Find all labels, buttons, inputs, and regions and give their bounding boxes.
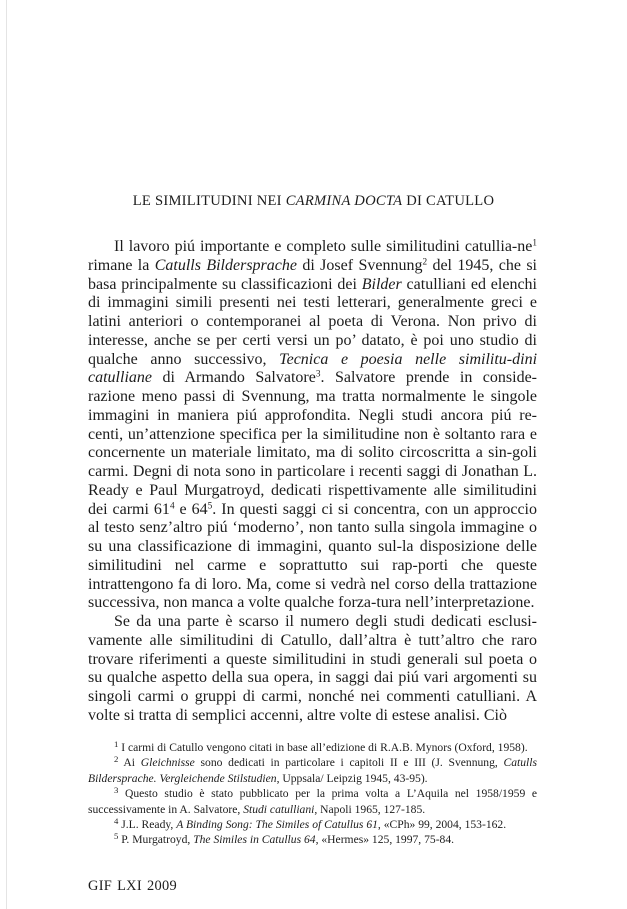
footnote-ref-4[interactable]: 4 [169, 500, 175, 511]
footnote-text: sono dedicati in particolare i capitoli II e III (J. Svennung, [194, 756, 504, 770]
footnote-ref-3[interactable]: 3 [315, 369, 321, 380]
title-text-end: DI CATULLO [402, 193, 495, 209]
footnote-number: 2 [114, 754, 119, 765]
footnote-text: I carmi di Catullo vengono citati in base all’edizione di R.A.B. Mynors (Oxford, 1958). [121, 741, 528, 754]
footnotes [88, 740, 537, 848]
text-run: di Armando Salvatore [151, 369, 316, 387]
footnote-italic: Studi catulliani [243, 802, 315, 816]
footnote-text: J.L. Ready, [121, 818, 177, 832]
footnote-italic: A Binding Song: The Similes of Catullus 61 [176, 818, 378, 832]
title-italic: CARMINA DOCTA [285, 193, 403, 209]
page-edge [6, 0, 7, 909]
footnote-text: , Uppsala/ Leipzig 1945, 43-95). [276, 771, 428, 785]
paragraph-1 [88, 238, 537, 613]
paragraph-2: Se da una parte è scarso il numero degli studi dedicati esclusi-vamente alle similitudini di Catullo, dall’altra è tutt’altro che raro trovare riferimenti a queste similitudini in studi generali sul poeta o su qualche aspetto della sua opera, in saggi dai piú vari argomenti su singoli carmi o gruppi di carmi, nonché nei commenti catulliani. A volte si tratta di semplici accenni, altre volte di estese analisi. Ciò [88, 613, 537, 724]
text-run: rimane la [88, 256, 155, 274]
footer-year: 2009 [146, 878, 177, 894]
footnote-text: , Napoli 1965, 127-185. [314, 802, 426, 816]
page-footer [88, 878, 177, 895]
footnote-4 [88, 817, 537, 832]
footnote-text: , «CPh» 99, 2004, 153-162. [377, 818, 507, 832]
article-body [88, 238, 537, 726]
text-run: . In questi saggi ci si concentra, con un approccio al testo senz’altro piú ‘moderno’, non tanto sulla singola immagine o su una classificazione di immagini, quanto sul-la disposizione delle similitudini nel carme e soprattutto sui rap-porti che queste intrattengono fa di loro. Ma, come si vedrà nel corso della trattazione successiva, non manca a volte qualche forza-tura nell’interpretazione. [88, 500, 537, 612]
footnote-italic: Catulls Bildersprache. Vergleichende Stilstudien [88, 756, 537, 785]
footnote-number: 4 [114, 816, 119, 827]
italic-title: Catulls Bildersprache [154, 256, 297, 274]
footnote-ref-5[interactable]: 5 [207, 500, 213, 511]
footnote-number: 1 [114, 739, 119, 750]
text-run: di Josef Svennung [296, 256, 423, 274]
text-run: del 1945, che si basa principalmente su classificazioni dei [88, 256, 537, 293]
footnote-number: 5 [114, 831, 119, 842]
text-run: . Salvatore prende in conside-razione meno passi di Svennung, ma tratta normalmente le singole immagini in maniera piú approfondita. Negli studi ancora piú re-centi, un’attenzione specifica per la similitudine non è soltanto rara e concernente un materiale limitato, ma di solito circoscritta a sin-goli carmi. Degni di nota sono in particolare i recenti saggi di Jonathan L. Ready e Paul Murgatroyd, dedicati rispettivamente alle similitudini dei carmi 61 [88, 369, 537, 518]
footnote-3 [88, 786, 537, 817]
text-run: e 64 [174, 500, 208, 518]
footer-volume: LXI [117, 878, 142, 894]
footnote-ref-2[interactable]: 2 [422, 257, 428, 267]
footer-journal: GIF [88, 878, 113, 894]
text-run: Il lavoro piú importante e completo sulle similitudini catullia-ne [114, 238, 533, 255]
footnote-2 [88, 755, 537, 786]
title-text: LE SIMILITUDINI NEI [132, 193, 286, 209]
footnote-italic: Gleichnisse [140, 756, 195, 770]
footnote-1 [88, 740, 537, 755]
text-run: catulliani ed elenchi di immagini simili presenti nei testi letterari, generalmente greci e latini anteriori o contemporanei al poeta di Verona. Non privo di interesse, anche se per certi versi un po’ datato, è poi uno studio di qualche anno successivo, [88, 275, 537, 368]
footnote-5 [88, 832, 537, 847]
italic-title: Tecnica e poesia nelle similitu-dini catulliane [88, 350, 538, 387]
footnote-text: P. Murgatroyd, [121, 833, 194, 847]
footnote-number: 3 [114, 785, 119, 796]
footnote-text: Questo studio è stato pubblicato per la prima volta a L’Aquila nel 1958/1959 e successivamente in A. Salvatore, [88, 787, 537, 816]
footnote-text: Ai [123, 756, 141, 770]
italic-term: Bilder [361, 275, 402, 293]
article-title [0, 193, 627, 210]
footnote-italic: The Similes in Catullus 64 [193, 833, 316, 847]
footnote-ref-1[interactable]: 1 [532, 238, 537, 249]
footnote-text: , «Hermes» 125, 1997, 75-84. [315, 833, 455, 847]
